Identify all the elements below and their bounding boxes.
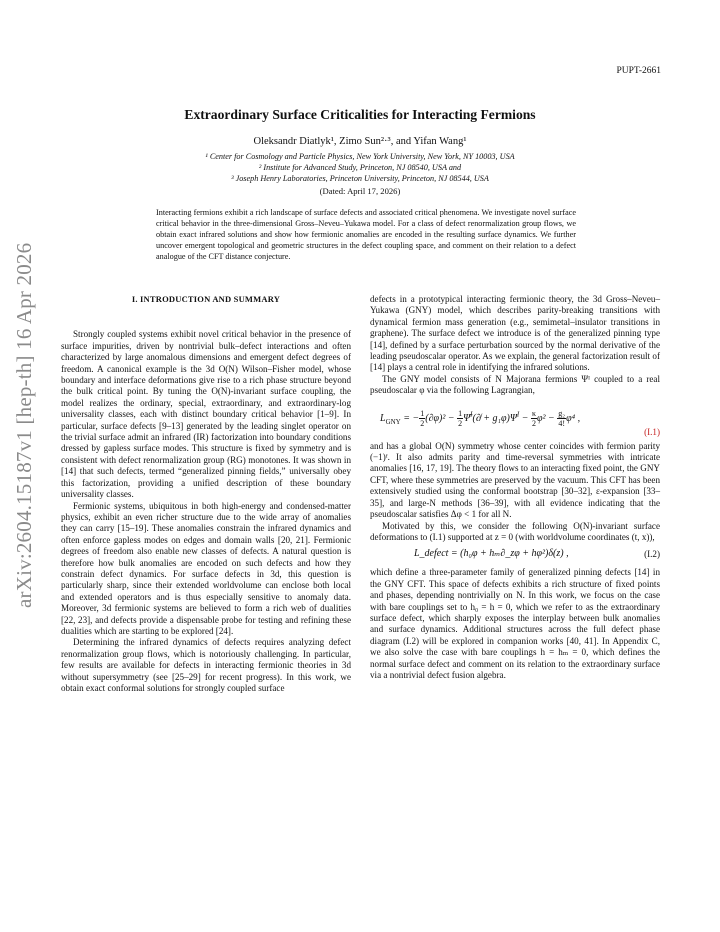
arxiv-identifier-stamp: arXiv:2604.15187v1 [hep-th] 16 Apr 2026 [12,242,36,608]
right-paragraph-3: and has a global O(N) symmetry whose center coincides with fermion parity (−1)ᶠ. It also admits parity and time-reversal symmetries with intricate anomalies [16, 17, 19]. The theory flows to an interacting fixed point, the GNY CFT, where these symmetries are preserved by the vacuum. This CFT has been extensively studied using the conformal bootstrap [30–32], ε-expansion [33–35], and large-N methods [36–39], with all evidence indicating that the pseudoscalar satisfies Δφ < 1 for all N. [370,440,660,520]
author-list: Oleksandr Diatlyk¹, Zimo Sun²·³, and Yifan Wang¹ [253,136,467,147]
equation-label-2: (I.2) [644,549,660,560]
right-paragraph-1: defects in a prototypical interacting fermionic theory, the 3d Gross–Neveu–Yukawa (GNY) model, which describes parity-breaking transitions with dynamical fermion mass generation (e.g., semimetal–insulator transitions in graphene). The surface defect we introduce is of the generalized pinning type [14], defined by a surface perturbation sourced by the normal derivative of the leading pseudoscalar operator. As we explain, the general factorization result of [14] plays a central role in identifying the infrared solutions. [370,294,660,373]
abstract: Interacting fermions exhibit a rich landscape of surface defects and associated critical phenomena. We investigate novel surface critical behavior in the three-dimensional Gross–Neveu–Yukawa model. For a class of defect renormalization group flows, we obtain exact infrared solutions and show how fermionic anomalies are encoded in the resulting surface dynamics. We further uncover emergent topological and geometric structures in the defect coupling space, and comment on their relation to a defect analogue of the CFT distance conjecture. [156,208,576,262]
right-paragraph-4: Motivated by this, we consider the following O(N)-invariant surface deformations to (I.1) supported at z = 0 (with worldvolume coordinates (t, x)), [370,520,660,542]
equation-label-1: (I.1) [644,427,660,438]
right-paragraph-5: which define a three-parameter family of generalized pinning defects [14] in the GNY CFT. This space of defects exhibits a rich structure of fixed points and phases, depending nontrivially on N. In this work, we focus on the case with bare couplings set to h₀ = h = 0, which we refer to as the extraordinary surface defect, which sharply exposes the interplay between bulk anomalies and surface dynamics. Additional structures across the full defect phase diagram (I.2) will be explored in companion works [40, 41]. In Appendix C, we also solve the case with bare couplings h = hₘ = 0, which defines the normal surface defect and comment on its relation to the extraordinary surface via a nontrivial defect fusion algebra. [370,567,660,680]
left-column [61,294,351,694]
left-paragraph-1: Strongly coupled systems exhibit novel critical behavior in the presence of surface impurities, driven by nontrivial bulk–defect interactions and often characterized by large anomalous dimensions and emergent defect degrees of freedom. A canonical example is the 3d O(N) Wilson–Fisher model, whose boundary and interface deformations give rise to a rich phase structure beyond the bulk critical point. By tuning the O(N)-invariant surface coupling, the model realizes the ordinary, special, extraordinary, and extraordinary-log universality classes, each with distinct boundary critical behavior [1–9]. In particular, surface defects [9–13] generated by the leading singlet operator on the trivial surface admit an infrared (IR) factorization into boundary conditions dressed by gapless surface modes. This structure is fixed by symmetry and is consistent with defect renormalization group (RG) monotones. It was shown in [14] that such defects, termed “generalized pinning fields,” universally obey this factorization, providing a unified description of these boundary universality classes. [61,329,351,500]
equation-gny-lagrangian: $L_{GNY}$ = − $\frac{1}{2}$ (∂φ)² − $\frac{1}{2}$ Ψ̄$^I$(∂̸ + $g_1\varphi)\Psi^I$ − $\frac{\kappa}{2}$ φ² − $\frac{\text{g₂}}{4!}$ φ⁴ , (I.1) [380,408,660,438]
paper-title: Extraordinary Surface Criticalities for Interacting Fermions [184,107,536,122]
affiliation-1: ¹ Center for Cosmology and Particle Physics, New York University, New York, NY 10003, USA [205,152,515,161]
left-paragraph-3: Determining the infrared dynamics of defects requires analyzing defect renormalization group flows, which is notoriously challenging. In particular, few results are available for defects in interacting fermionic theories in 3d without supersymmetry (see [25–29] for recent progress). In this work, we obtain exact conformal solutions for strongly coupled surface [61,637,351,693]
equation-defect-text: L_defect = (h₀φ + hₘ∂_zφ + hφ²)δ(z) , [414,548,569,560]
right-paragraph-2: The GNY model consists of N Majorana fermions Ψᴵ coupled to a real pseudoscalar φ via the following Lagrangian, [370,373,660,396]
affiliation-3: ³ Joseph Henry Laboratories, Princeton University, Princeton, NJ 08544, USA [231,174,489,183]
affiliation-2: ² Institute for Advanced Study, Princeton, NJ 08540, USA and [258,163,462,172]
equation-defect-deformation [370,545,660,565]
dated-line: (Dated: April 17, 2026) [319,186,401,196]
right-column [370,294,660,681]
section-heading: I. INTRODUCTION AND SUMMARY [131,294,281,304]
report-number: PUPT-2661 [616,66,661,76]
left-paragraph-2: Fermionic systems, ubiquitous in both high-energy and condensed-matter physics, exhibit an even richer structure due to the wide array of anomalies they can carry [15–19]. These anomalies constrain the infrared dynamics and often enforce gapless modes on edges and domain walls [20, 21]. Fermionic degrees of freedom also enable new classes of defects. A natural question is therefore how bulk anomalies are encoded on such defects and how they constrain defect dynamics. For surface defects in 3d, this question is particularly sharp, since their extended worldvolume can enclose both local and extended operators and is thus especially sensitive to anomaly data. Moreover, 3d fermionic systems are believed to form a rich web of dualities [22, 23], and defects provide a dispensable probe for testing and refining these dualities which are starting to be explored [24]. [61,500,351,636]
